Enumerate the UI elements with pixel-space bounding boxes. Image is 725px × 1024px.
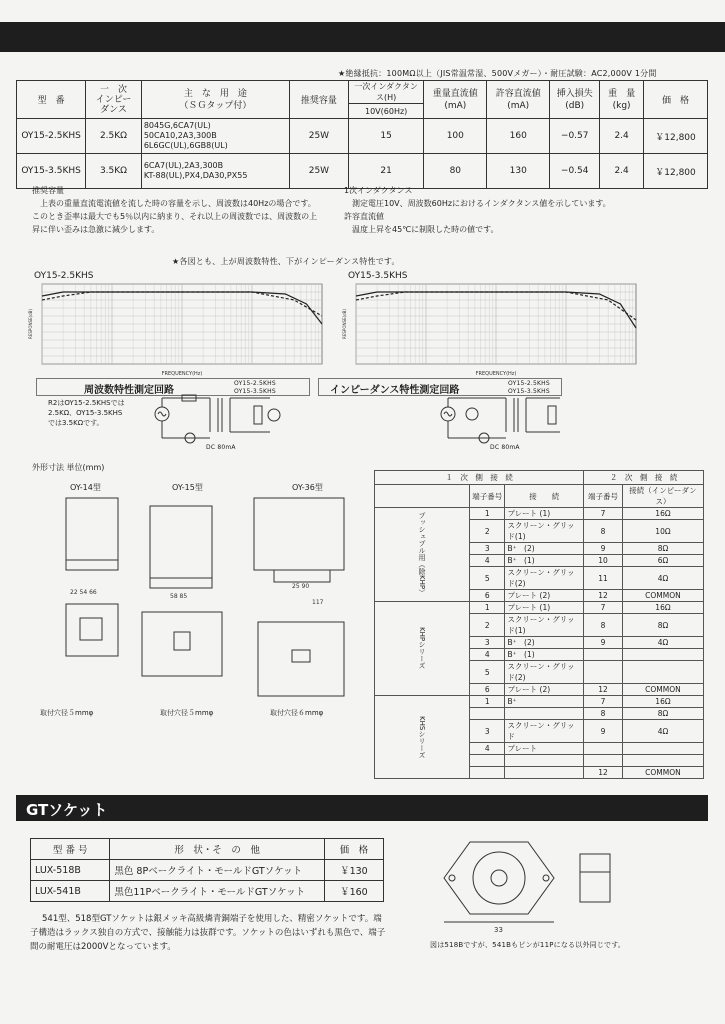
frequency-circuit-diagram (150, 392, 290, 450)
terminal-cell (584, 649, 623, 661)
weight-cell: 2.4 (600, 119, 644, 154)
circuit-title: 周波数特性測定回路 (84, 385, 174, 396)
terminal-cell: 3 (470, 720, 505, 743)
inductance-cell: 15 (348, 119, 423, 154)
col-dc: 重量直流値 (mA) (424, 81, 487, 119)
loss-cell: −0.54 (550, 154, 600, 189)
connection-cell: スクリーン・グリッド(1) (505, 520, 584, 543)
chart-caption: ★各図とも、上が周波数特性、下がインピーダンス特性です。 (172, 257, 400, 266)
loss-cell: −0.57 (550, 119, 600, 154)
terminal-cell: 7 (584, 602, 623, 614)
uses-cell: 8045G,6CA7(UL) 50CA10,2A3,300B 6L6GC(UL),6GB8(UL) (141, 119, 289, 154)
dc-cell: 80 (424, 154, 487, 189)
terminal-cell: 6 (470, 590, 505, 602)
connection-cell: B⁺ (1) (505, 649, 584, 661)
circuit-note: R2はOY15-2.5KHSでは2.5KΩ、OY15-3.5KHSでは3.5KΩです。 (48, 399, 125, 427)
col-uses: 主 な 用 途 （ＳＧタップ付） (141, 81, 289, 119)
terminal-cell: 11 (584, 567, 623, 590)
note-body: 上表の重量直流電流値を流した時の容量を示し、周波数は40Hzの場合です。このとき歪率は最大でも5％以内に納まり、それ以上の周波数では、周波数の上昇に伴い歪みは急激に減少します。 (32, 199, 318, 234)
insulation-note: ★絶縁抵抗：100MΩ以上（JIS常温常湿、500Vメガー）・耐圧試験：AC2,000V 1分間 (338, 69, 657, 78)
x-axis-label: FREQUENCY(Hz) (475, 371, 517, 376)
table-row (31, 860, 384, 881)
note-body: 測定電圧10V、周波数60Hzにおけるインダクタンス値を示しています。 (352, 199, 611, 208)
col-connection-secondary: 接続（インピーダンス） (622, 485, 703, 508)
impedance-cell: 8Ω (622, 708, 703, 720)
connection-cell: B⁺ (1) (505, 555, 584, 567)
model-cell: OY15-2.5KHS (17, 119, 86, 154)
note-title: 1次インダクタンス (344, 186, 413, 195)
impedance-cell (622, 661, 703, 684)
terminal-cell: 6 (470, 684, 505, 696)
col-model: 型 番 (17, 81, 86, 119)
terminal-cell: 9 (584, 637, 623, 649)
terminal-cell: 8 (584, 614, 623, 637)
dimension-label: 外形寸法 単位(mm) (32, 463, 105, 472)
connection-cell: スクリーン・グリッド (505, 720, 584, 743)
terminal-cell: 12 (584, 767, 623, 779)
frequency-chart-2-5k (28, 280, 328, 376)
impedance-cell (622, 743, 703, 755)
gt-section-bar (16, 795, 708, 821)
col-power: 推奨容量 (289, 81, 348, 119)
col-inductance: 一次インダクタンス(H) (348, 81, 423, 104)
table-row (375, 602, 704, 614)
chart-title: OY15-3.5KHS (348, 271, 408, 281)
terminal-cell: 10 (584, 555, 623, 567)
group-label: プッシュプル用（除KHP） (375, 508, 470, 602)
terminal-cell (584, 661, 623, 684)
col-terminal-secondary: 端子番号 (584, 485, 623, 508)
col-description: 形 状・そ の 他 (110, 839, 324, 860)
terminal-cell: 9 (584, 720, 623, 743)
primary-header: １ 次 側 接 続 (375, 471, 584, 485)
price-cell: ￥12,800 (644, 119, 708, 154)
circuit-title: インピーダンス特性測定回路 (330, 385, 460, 396)
group-label: KHSシリーズ (375, 696, 470, 779)
svg-text:58 85: 58 85 (170, 593, 188, 600)
circuit-legend: OY15-2.5KHS OY15-3.5KHS (234, 380, 276, 395)
table-row (375, 696, 704, 708)
col-connection: 接 続 (505, 485, 584, 508)
terminal-cell (470, 708, 505, 720)
transformer-spec-table (16, 80, 708, 189)
impedance-cell: 16Ω (622, 696, 703, 708)
connection-cell: プレート (1) (505, 508, 584, 520)
terminal-cell (584, 743, 623, 755)
notes-right (344, 184, 674, 236)
gt-socket-table (30, 838, 384, 902)
impedance-cell: 2.5KΩ (86, 119, 142, 154)
col-terminal: 端子番号 (470, 485, 505, 508)
terminal-cell: 4 (470, 743, 505, 755)
terminal-cell: 5 (470, 661, 505, 684)
impedance-cell: 8Ω (622, 543, 703, 555)
terminal-cell: 2 (470, 614, 505, 637)
col-inductance-sub: 10V(60Hz) (348, 104, 423, 119)
impedance-cell: 8Ω (622, 614, 703, 637)
model-label: OY-14型 (70, 483, 101, 492)
col-model: 型 番 号 (31, 839, 110, 860)
note-body: 温度上昇を45℃に制限した時の値です。 (352, 225, 499, 234)
weight-cell: 2.4 (600, 154, 644, 189)
chart-title: OY15-2.5KHS (34, 271, 94, 281)
svg-text:117: 117 (312, 599, 324, 606)
connection-cell: スクリーン・グリッド(1) (505, 614, 584, 637)
secondary-header: ２ 次 側 接 続 (584, 471, 704, 485)
col-weight: 重 量 (kg) (600, 81, 644, 119)
terminal-cell: 9 (584, 543, 623, 555)
svg-text:25 90: 25 90 (292, 583, 310, 590)
model-cell: OY15-3.5KHS (17, 154, 86, 189)
table-row (17, 119, 708, 154)
impedance-cell: COMMON (622, 684, 703, 696)
terminal-cell (470, 767, 505, 779)
col-primary-imp: 一 次 インピー ダンス (86, 81, 142, 119)
impedance-cell: COMMON (622, 590, 703, 602)
terminal-cell: 12 (584, 590, 623, 602)
dc-cell: 100 (424, 119, 487, 154)
terminal-cell: 1 (470, 696, 505, 708)
connection-cell: スクリーン・グリッド(2) (505, 567, 584, 590)
terminal-cell: 5 (470, 567, 505, 590)
terminal-cell: 1 (470, 602, 505, 614)
gt-socket-drawing (430, 832, 640, 940)
terminal-cell: 2 (470, 520, 505, 543)
col-allow-dc: 許容直流値 (mA) (487, 81, 550, 119)
allow-dc-cell: 160 (487, 119, 550, 154)
terminal-cell: 7 (584, 508, 623, 520)
connection-cell (505, 708, 584, 720)
impedance-cell: 10Ω (622, 520, 703, 543)
impedance-cell: 4Ω (622, 637, 703, 649)
group-label: KHPシリーズ (375, 602, 470, 696)
connection-cell: プレート (2) (505, 684, 584, 696)
y-axis-label: RESPONSE(dB) (28, 309, 33, 339)
model-cell: LUX-541B (31, 881, 110, 902)
impedance-cell: COMMON (622, 767, 703, 779)
model-label: OY-36型 (292, 483, 323, 492)
col-price: 価 格 (324, 839, 383, 860)
note-title: 許容直流値 (344, 212, 384, 221)
gt-figure-note: 図は518Bですが、541Bもピンが11Pになる以外同じです。 (430, 941, 626, 949)
terminal-cell: 3 (470, 637, 505, 649)
note-title: 推奨容量 (32, 186, 64, 195)
impedance-cell: 16Ω (622, 508, 703, 520)
col-loss: 挿入損失 (dB) (550, 81, 600, 119)
table-row (375, 508, 704, 520)
terminal-cell: 12 (584, 684, 623, 696)
connection-cell: プレート (2) (505, 590, 584, 602)
impedance-cell: 4Ω (622, 720, 703, 743)
connection-cell: B⁺ (2) (505, 637, 584, 649)
connection-cell: プレート (505, 743, 584, 755)
terminal-cell: 8 (584, 708, 623, 720)
dc-label: DC 80mA (490, 444, 520, 451)
terminal-cell: 3 (470, 543, 505, 555)
connection-table (374, 470, 704, 779)
connection-cell (505, 767, 584, 779)
dc-label: DC 80mA (206, 444, 236, 451)
power-cell: 25W (289, 154, 348, 189)
top-header-bar (0, 22, 725, 52)
model-cell: LUX-518B (31, 860, 110, 881)
dim-width-label: 33 (494, 926, 503, 934)
inductance-cell: 21 (348, 154, 423, 189)
price-cell: ￥12,800 (644, 154, 708, 189)
price-cell: ￥130 (324, 860, 383, 881)
impedance-cell (622, 755, 703, 767)
notes-left (32, 184, 322, 236)
connection-cell: B⁺ (2) (505, 543, 584, 555)
impedance-cell (622, 649, 703, 661)
connection-cell (505, 755, 584, 767)
impedance-cell: 6Ω (622, 555, 703, 567)
col-price: 価 格 (644, 81, 708, 119)
impedance-circuit-diagram (436, 392, 576, 450)
y-axis-label: RESPONSE(dB) (342, 309, 347, 339)
price-cell: ￥160 (324, 881, 383, 902)
terminal-cell (584, 755, 623, 767)
impedance-cell: 4Ω (622, 567, 703, 590)
terminal-cell: 4 (470, 555, 505, 567)
mounting-hole: 取付穴径５mmφ (40, 709, 94, 717)
terminal-cell (470, 755, 505, 767)
description-cell: 黒色 8Pベークライト・モールドGTソケット (110, 860, 324, 881)
terminal-cell: 8 (584, 520, 623, 543)
terminal-cell: 7 (584, 696, 623, 708)
model-label: OY-15型 (172, 483, 203, 492)
table-row (31, 881, 384, 902)
connection-cell: プレート (1) (505, 602, 584, 614)
mounting-hole: 取付穴径６mmφ (270, 709, 324, 717)
frequency-chart-3-5k (342, 280, 642, 376)
svg-text:22 54 66: 22 54 66 (70, 589, 97, 596)
impedance-cell: 3.5KΩ (86, 154, 142, 189)
connection-cell: B⁺ (505, 696, 584, 708)
allow-dc-cell: 130 (487, 154, 550, 189)
gt-section-title: GTソケット (26, 801, 108, 819)
mounting-hole: 取付穴径５mmφ (160, 709, 214, 717)
x-axis-label: FREQUENCY(Hz) (161, 371, 203, 376)
terminal-cell: 1 (470, 508, 505, 520)
power-cell: 25W (289, 119, 348, 154)
circuit-legend: OY15-2.5KHS OY15-3.5KHS (508, 380, 550, 395)
terminal-cell: 4 (470, 649, 505, 661)
impedance-cell: 16Ω (622, 602, 703, 614)
description-cell: 黒色11Pベークライト・モールドGTソケット (110, 881, 324, 902)
gt-description: 541型、518型GTソケットは銀メッキ高級燐青銅端子を使用した、精密ソケットです。端子構造はラックス独自の方式で、接触能力は抜群です。ソケットの色はいずれも黒色で、端子間の耐電圧は2000Vとなっています。 (30, 914, 386, 952)
connection-cell: スクリーン・グリッド(2) (505, 661, 584, 684)
dimension-drawings (30, 492, 370, 704)
uses-cell: 6CA7(UL),2A3,300B KT-88(UL),PX4,DA30,PX55 (141, 154, 289, 189)
